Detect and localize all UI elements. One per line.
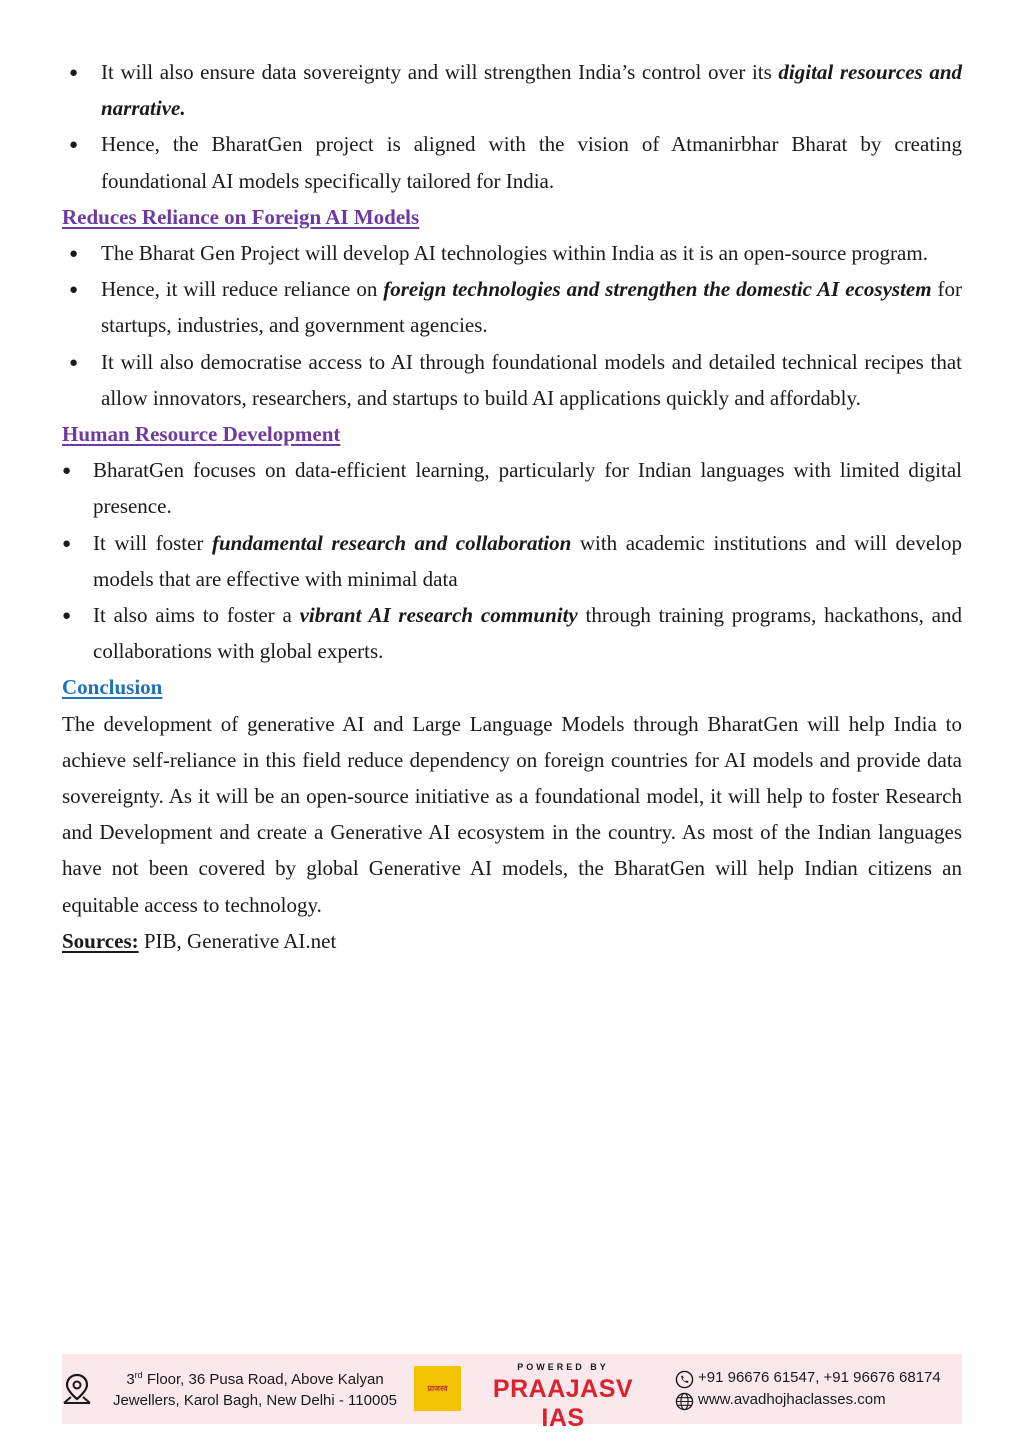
bullet-item: ● It will also democratise access to AI through foundational models and detailed technical recipes that allow innovators, researchers, and startups to build AI applications quickly and affordably. bbox=[62, 344, 962, 416]
footer-phone[interactable]: +91 96676 61547, +91 96676 68174 bbox=[698, 1369, 941, 1386]
document-body bbox=[62, 54, 962, 959]
sources-text: PIB, Generative AI.net bbox=[138, 928, 337, 953]
bullet-item: ● It will also ensure data sovereignty and will strengthen India’s control over its digital resources and narrative. bbox=[62, 54, 962, 126]
brand-logo: प्राजस्व bbox=[414, 1366, 461, 1411]
location-pin-icon bbox=[62, 1372, 92, 1406]
bullet-list-hrd bbox=[62, 452, 962, 669]
bullet-item: ● The Bharat Gen Project will develop AI technologies within India as it is an open-source program. bbox=[62, 235, 962, 271]
page-footer bbox=[62, 1354, 962, 1432]
bullet-list-reliance bbox=[62, 235, 962, 416]
section-heading-reliance[interactable]: Reduces Reliance on Foreign AI Models bbox=[62, 204, 420, 229]
phone-icon bbox=[675, 1370, 694, 1389]
brand-name: PRAAJASV IAS bbox=[492, 1375, 634, 1432]
footer-website-link[interactable]: www.avadhojhaclasses.com bbox=[698, 1391, 886, 1408]
bullet-item: ● BharatGen focuses on data-efficient learning, particularly for Indian languages with limited digital presence. bbox=[62, 452, 962, 524]
section-heading-hrd[interactable]: Human Resource Development bbox=[62, 422, 341, 447]
sources-line bbox=[62, 923, 962, 959]
bullet-item: ● It also aims to foster a vibrant AI research community through training programs, hackathons, and collaborations with global experts. bbox=[62, 597, 962, 669]
globe-icon bbox=[675, 1392, 694, 1411]
section-heading-conclusion[interactable]: Conclusion bbox=[62, 675, 163, 700]
footer-address: 3rd Floor, 36 Pusa Road, Above Kalyan Jewellers, Karol Bagh, New Delhi - 110005 bbox=[112, 1370, 398, 1409]
bullet-item: ● Hence, the BharatGen project is aligned with the vision of Atmanirbhar Bharat by creating foundational AI models specifically tailored for India. bbox=[62, 126, 962, 198]
sources-label: Sources: bbox=[62, 928, 139, 953]
powered-by-label: POWERED BY bbox=[517, 1362, 609, 1372]
bullet-item: ● It will foster fundamental research and collaboration with academic institutions and will develop models that are effective with minimal data bbox=[62, 525, 962, 597]
bullet-list-intro bbox=[62, 54, 962, 199]
conclusion-paragraph: The development of generative AI and Large Language Models through BharatGen will help India to achieve self-reliance in this field reduce dependency on foreign countries for AI models and provide data sovereignty. As it will be an open-source initiative as a foundational model, it will help to foster Research and Development and create a Generative AI ecosystem in the country. As most of the Indian languages have not been covered by global Generative AI models, the BharatGen will help Indian citizens an equitable access to technology. bbox=[62, 711, 962, 917]
bullet-item: ● Hence, it will reduce reliance on foreign technologies and strengthen the domestic AI ecosystem for startups, industries, and government agencies. bbox=[62, 271, 962, 343]
